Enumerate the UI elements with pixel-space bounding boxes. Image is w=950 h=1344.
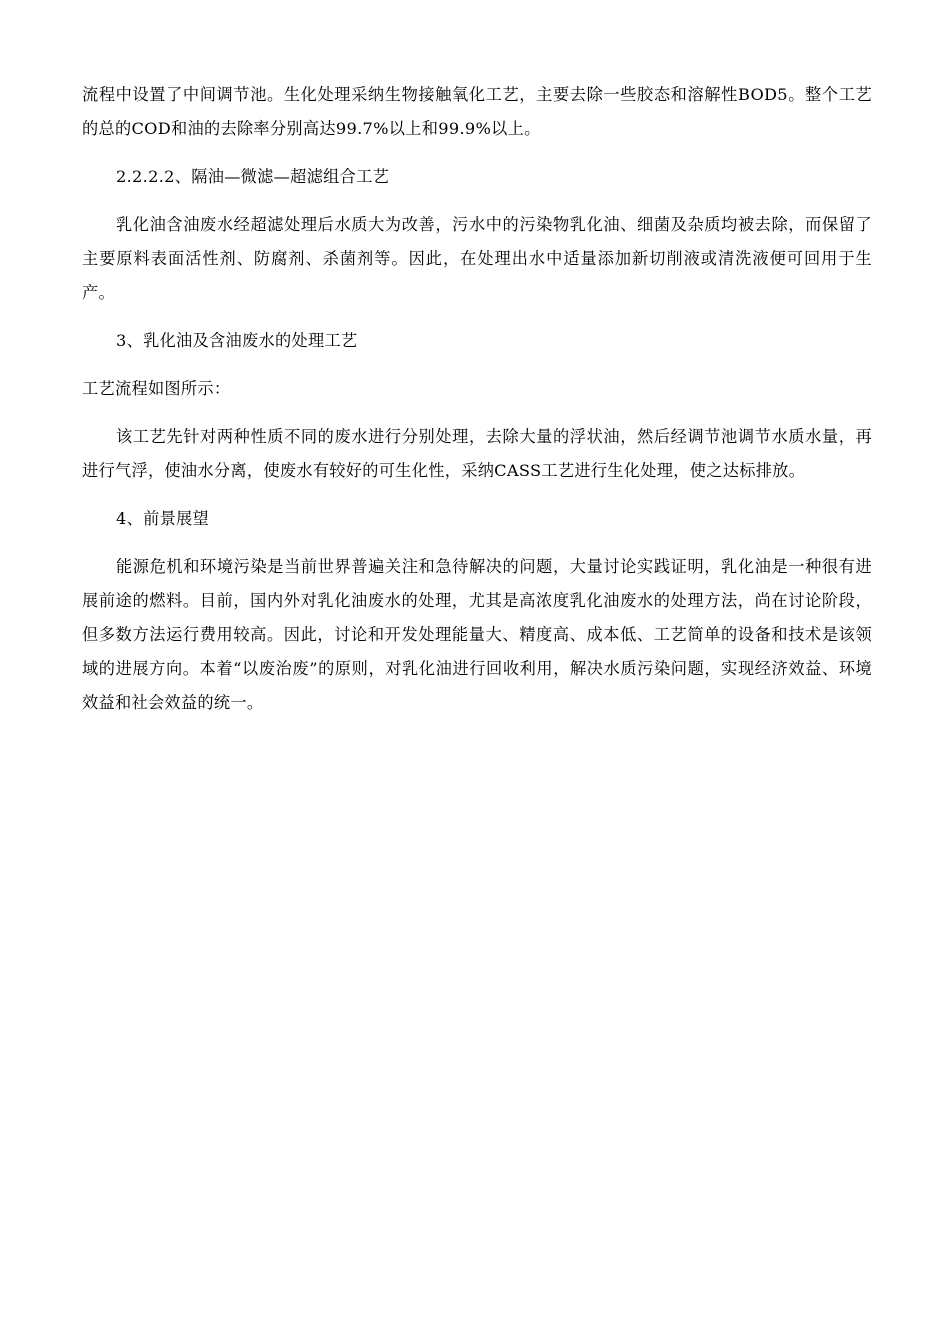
paragraph-process-description: 流程中设置了中间调节池。生化处理采纳生物接触氧化工艺，主要去除一些胶态和溶解性BOD5。整个工艺的总的COD和油的去除率分别高达99.7%以上和99.9%以上。 (82, 85, 872, 138)
section-heading-3: 3、乳化油及含油废水的处理工艺 (116, 331, 358, 350)
section-heading-2-2-2-2: 2.2.2.2、隔油—微滤—超滤组合工艺 (116, 167, 390, 186)
document-body (82, 78, 872, 720)
paragraph-outlook: 能源危机和环境污染是当前世界普遍关注和急待解决的问题，大量讨论实践证明，乳化油是一种很有进展前途的燃料。目前，国内外对乳化油废水的处理，尤其是高浓度乳化油废水的处理方法，尚在讨论阶段，但多数方法运行费用较高。因此，讨论和开发处理能量大、精度高、成本低、工艺简单的设备和技术是该领域的进展方向。本着“以废治废”的原则，对乳化油进行回收利用，解决水质污染问题，实现经济效益、环境效益和社会效益的统一。 (82, 557, 872, 712)
paragraph-flow-intro: 工艺流程如图所示： (82, 379, 231, 398)
paragraph-ultrafiltration: 乳化油含油废水经超滤处理后水质大为改善，污水中的污染物乳化油、细菌及杂质均被去除，而保留了主要原料表面活性剂、防腐剂、杀菌剂等。因此，在处理出水中适量添加新切削液或清洗液便可回用于生产。 (82, 215, 872, 302)
paragraph-process-summary: 该工艺先针对两种性质不同的废水进行分别处理，去除大量的浮状油，然后经调节池调节水质水量，再进行气浮，使油水分离，使废水有较好的可生化性，采纳CASS工艺进行生化处理，使之达标排放。 (82, 427, 872, 480)
section-heading-4: 4、前景展望 (116, 509, 210, 528)
